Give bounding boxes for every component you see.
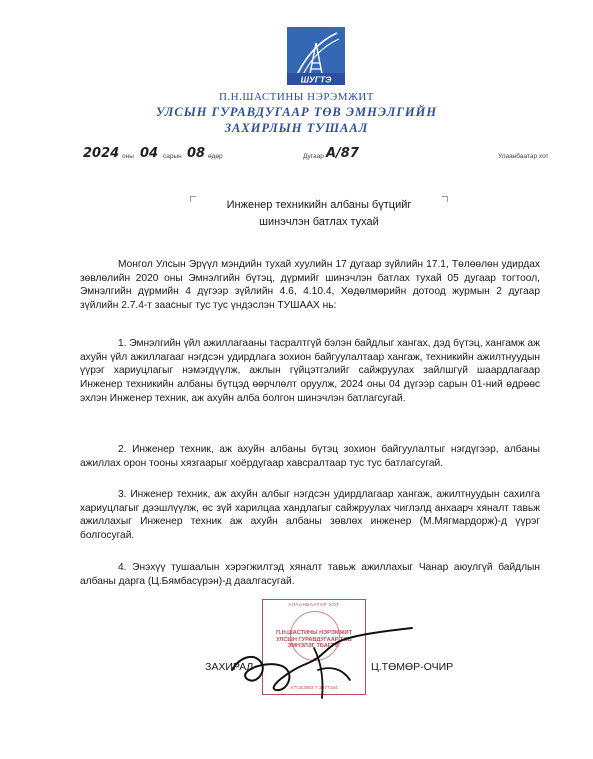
order-item-2: 2. Инженер техник, аж ахуйн албаны бүтэц зохион байгуулалтыг нэгдүгээр, албаны ажиллах орон тооны хязгаарыг хоёрдугаар хавсралтаар тус тус батлагсугай. <box>80 444 540 469</box>
order-item-3: 3. Инженер техник, аж ахуйн албыг нэгдсэн удирдлагаар хангаж, ажилтнуудын сахилга хариуцлагыг дээшлүүлж, өс зүй харилцаа хандлагыг сайжруулах чиглэлд анхаарч хяналт тавьж ажиллахыг Инженер техник аж ахуйн албаны зөвлөх инженер (М.Мягмардорж)-д үүрэг болгосугай. <box>80 489 540 542</box>
date-year-label: оны <box>122 153 134 160</box>
stamp-body-text: П.Н.ШАСТИНЫ НЭРЭМЖИТ УЛСЫН ГУРАВДУГААР ТӨВ ЭМНЭЛЭГ ТБАГТҮГ <box>276 630 352 650</box>
order-item-1: 1. Эмнэлгийн үйл ажиллагааны тасралтгүй бэлэн байдлыг хангах, дэд бүтэц, хангамж аж ахуйн үйл ажиллагааг нэгдсэн удирдлага зохион байгуулалтаар хангаж, техникийн ажилтнуудын үүрэг хариуцлагыг нэмэгдүүлж, ажлын гүйцэтгэлийг сайжруулах зайлшгүй шаардлагаар Инженер техникийн албаны бүтцэд өөрчлөлт оруулж, 2024 оны 04 дүгээр сарын 01-ний өдрөөс эхлэн Инженер техник, аж ахуйн алба болгон шинэчлэн батлагсугай. <box>80 338 540 404</box>
university-tower-logo-icon <box>287 27 345 85</box>
order-item-4: 4. Энэхүү тушаалын хэрэгжилтэд хяналт тавьж ажиллахыг Чанар аюулгүй байдлын албаны дарга (Ц.Бямбасүрэн)-д даалгасугай. <box>80 562 540 587</box>
preamble-paragraph: Монгол Улсын Эрүүл мэндийн тухай хуулийн 17 дугаар зүйлийн 17.1, Төлөөлөн удирдах зөвлөлийн 2020 оны Эмнэлгийн бүтэц, дүрмийг шинэчлэн батлах тухай 05 дугаар тогтоол, Эмнэлгийн дүрмийн 4 дүгээр зүйлийн 4.6, 4.10.4, Хөдөлмөрийн дотоод журмын 2 дугаар зүйлийн 2.7.4-т заасныг тус тус үндэслэн ТУШААХ нь: <box>80 259 540 312</box>
document-type: ЗАХИРЛЫН ТУШААЛ <box>224 121 369 135</box>
number-label: Дугаар <box>303 153 324 160</box>
stamp-top-text: УЛААНБААТАР ХОТ <box>288 603 340 608</box>
order-number: A/87 <box>326 146 359 161</box>
document-title <box>190 196 448 236</box>
signer-name: Ц.ТӨМӨР-ОЧИР <box>371 661 454 673</box>
date-day: 08 <box>187 146 206 161</box>
signer-role: ЗАХИРАЛ <box>205 661 254 673</box>
org-name-line2: УЛСЫН ГУРАВДУГААР ТӨВ ЭМНЭЛГИЙН <box>155 105 438 119</box>
date-month-label: сарын <box>163 153 182 160</box>
title-line1: Инженер техникийн албаны бүтцийг <box>226 199 412 211</box>
stamp-id-text: ХТСЕ3503 7 3577154 <box>290 686 338 691</box>
logo-text: ШУГТЭ <box>300 74 332 85</box>
title-line2: шинэчлэн батлах тухай <box>259 216 379 228</box>
date-day-label: өдөр <box>208 153 223 160</box>
dateline <box>0 146 593 170</box>
city: Улаанбаатар хот <box>498 153 549 160</box>
org-name-line1: П.Н.ШАСТИНЫ НЭРЭМЖИТ <box>218 91 375 103</box>
date-year: 2024 <box>83 146 120 161</box>
date-month: 04 <box>140 146 159 161</box>
